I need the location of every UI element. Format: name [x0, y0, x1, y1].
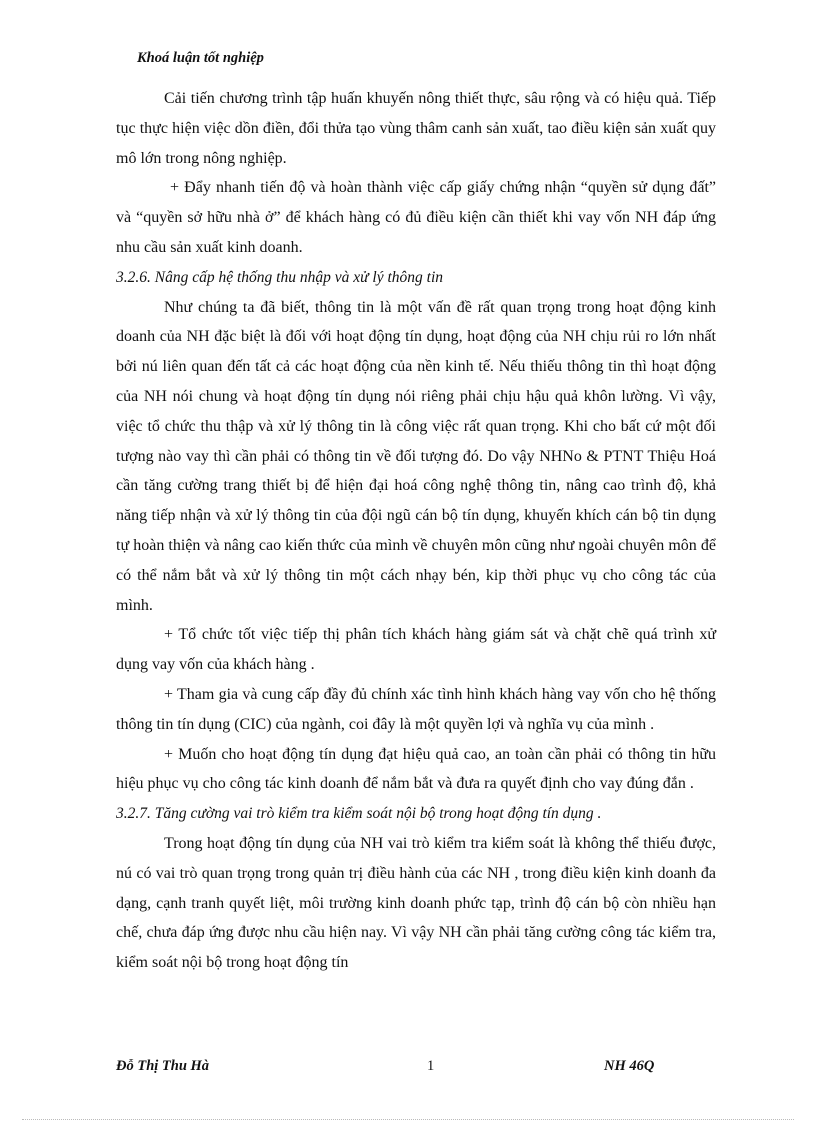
footer-author: Đỗ Thị Thu Hà	[116, 1058, 210, 1074]
paragraph-7: Trong hoạt động tín dụng của NH vai trò kiểm tra kiểm soát là không thể thiếu được, nú có vai trò quan trọng trong quản trị điều hành của các NH , trong điều kiện kinh doanh đa dạng, cạnh tranh quyết liệt, môi trường kinh doanh phức tạp, trình độ cán bộ còn nhiều hạn chế, chưa đáp ứng được nhu cầu hiện nay. Vì vậy NH cần phải tăng cường công tác kiểm tra, kiểm soát nội bộ trong hoạt động tín	[116, 834, 716, 972]
section-heading-3-2-6: 3.2.6. Nâng cấp hệ thống thu nhập và xử lý thông tin	[116, 268, 444, 286]
paragraph-3: Như chúng ta đã biết, thông tin là một vấn đề rất quan trọng trong hoạt động kinh doanh của NH đặc biệt là đối với hoạt động tín dụng, hoạt động của NH chịu rủi ro lớn nhất bởi nú liên quan đến tất cả các hoạt động của nền kinh tế. Nếu thiếu thông tin thì hoạt động của NH nói chung và hoạt động tín dụng nói riêng phải chịu hậu quả khôn lường. Vì vậy, việc tổ chức thu thập và xử lý thông tin là công việc rất quan trọng. Khi cho bất cứ một đối tượng nào vay thì cần phải có thông tin về đối tượng đó. Do vậy NHNo & PTNT Thiệu Hoá cần tăng cường trang thiết bị để hiện đại hoá công nghệ thông tin, nâng cao trình độ, khả năng tiếp nhận và xử lý thông tin của đội ngũ cán bộ tín dụng, khuyến khích cán bộ tin dụng tự hoàn thiện và nâng cao kiến thức của mình về chuyên môn cũng như ngoài chuyên môn để có thể nắm bắt và xử lý thông tin một cách nhạy bén, kip thời phục vụ cho công tác của mình.	[116, 298, 716, 614]
paragraph-5: + Tham gia và cung cấp đầy đủ chính xác tình hình khách hàng vay vốn cho hệ thống thông tin tín dụng (CIC) của ngành, coi đây là một quyền lợi và nghĩa vụ của mình .	[116, 685, 716, 733]
paragraph-1: Cải tiến chương trình tập huấn khuyến nông thiết thực, sâu rộng và có hiệu quả. Tiếp tục thực hiện việc dồn điền, đổi thửa tạo vùng thâm canh sản xuất, tao điều kiện sản xuất quy mô lớn trong nông nghiệp.	[116, 90, 716, 167]
paragraph-6: + Muốn cho hoạt động tín dụng đạt hiệu quả cao, an toàn cần phải có thông tin hữu hiệu phục vụ cho công tác kinh doanh để nắm bắt và đưa ra quyết định cho vay đúng đắn .	[116, 745, 716, 793]
page-header-title: Khoá luận tốt nghiệp	[137, 50, 264, 66]
document-body	[116, 84, 716, 978]
footer-class: NH 46Q	[604, 1058, 655, 1074]
footer-page-number: 1	[427, 1058, 435, 1074]
paragraph-2: + Đẩy nhanh tiến độ và hoàn thành việc cấp giấy chứng nhận “quyền sử dụng đất” và “quyền sở hữu nhà ở” để khách hàng có đủ điều kiện cần thiết khi vay vốn NH đáp ứng nhu cầu sản xuất kinh doanh.	[116, 179, 716, 256]
paragraph-4: + Tổ chức tốt việc tiếp thị phân tích khách hàng giám sát và chặt chẽ quá trình xử dụng vay vốn của khách hàng .	[116, 626, 716, 674]
page-bottom-divider	[22, 1119, 794, 1120]
section-heading-3-2-7: 3.2.7. Tăng cường vai trò kiểm tra kiểm soát nội bộ trong hoạt động tín dụng .	[116, 805, 602, 823]
